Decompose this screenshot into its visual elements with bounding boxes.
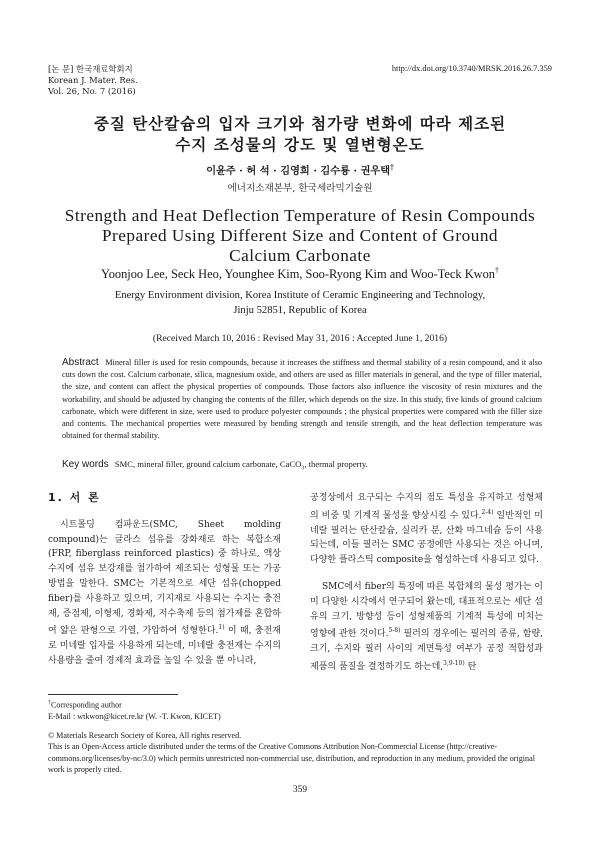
citation-ref[interactable]: 3,9-10): [443, 659, 465, 667]
page-number: 359: [292, 785, 308, 795]
doi-link[interactable]: http://dx.doi.org/10.3740/MRSK.2016.26.7.359: [391, 64, 552, 73]
keywords-label: Key words: [62, 459, 109, 470]
author-email[interactable]: E-Mail : wtkwon@kicet.re.kr (W. -T. Kwon, KICET): [48, 711, 221, 721]
abstract-text: Mineral filler is used for resin compounds, because it increases the stiffness and thermal stability of a resin compound, and it also cuts down the cost. Calcium carbonate, silica, magnesium oxide, and others are used as filler materials in general, and the type of filler material, the size, and content can affect the physical properties of compounds. Those factors also influence the viscosity of resin mixtures and the workability, and should be adjusted by changing the contents of the filler, which depends on the size. In this study, five kinds of ground calcium carbonate, which were different in size, were used to produce polyester compounds ; the physical properties were compared with the filler size and contents. The mechanical properties were measured by bending strength and tensile strength, and the heat deflection temperature was obtained for thermal stability.: [62, 358, 543, 441]
english-title: [0, 206, 600, 266]
abstract-label: Abstract: [62, 357, 99, 368]
paragraph-text: 공정상에서 요구되는 수지의 점도 특성을 유지하고 성형체의 비중 및 기계적 물성을 향상시킬 수 있다.: [310, 493, 543, 521]
section-heading: 1. 서 론: [48, 491, 101, 504]
english-affiliation: [0, 289, 600, 318]
keywords-text-end: , thermal property.: [304, 459, 368, 469]
korean-title-line-2: 수지 조성물의 강도 및 열변형온도: [175, 135, 425, 154]
paragraph-text: 이 때, 충전재로 미네랄 입자를 사용하게 되는데, 미네랄 충전재는 수지의 사용량을 줄여 경제적 효과를 높일 수 있을 뿐 아니라,: [48, 626, 281, 666]
corresponding-mark: †: [390, 162, 394, 172]
english-title-line-2: Prepared Using Different Size and Content of Ground: [101, 226, 499, 245]
english-author-names: Yoonjoo Lee, Seck Heo, Younghee Kim, Soo-Ryong Kim and Woo-Teck Kwon: [101, 267, 495, 282]
korean-title: [0, 113, 600, 155]
english-title-line-3: Calcium Carbonate: [229, 246, 371, 265]
paragraph-text: 시트몰딩 컴파운드(SMC, Sheet molding compound)는 글라스 섬유를 강화재로 하는 복합소재(FRP, fiberglass reinforced plastics) 중 하나로, 액상 수지에 섬유 보강재를 첨가하여 제조되는 성형물 또는 가공방법을 말한다. SMC는 기본적으로 세단 섬유(chopped fiber)를 사용하고 있으며, 기지재로 사용되는 수지는 충전재, 증점제, 이형제, 경화제, 저수축제 등의 첨가제를 혼합하여 얇은 판형으로 가열, 가압하여 성형한다.: [48, 519, 281, 637]
journal-volume: Vol. 26, No. 7 (2016): [48, 85, 136, 96]
body-column-right: [310, 491, 543, 675]
english-authors: [0, 266, 600, 282]
paragraph-text: 탄: [464, 661, 477, 672]
footnote: [48, 698, 553, 775]
corresponding-label: Corresponding author: [51, 700, 122, 710]
korean-title-line-1: 중질 탄산칼슘의 입자 크기와 첨가량 변화에 따라 제조된: [93, 114, 507, 133]
body-paragraph: [310, 491, 543, 568]
korean-authors: [0, 162, 600, 177]
journal-header: [48, 64, 138, 96]
korean-author-names: 이윤주 · 허 석 · 김영희 · 김수룡 · 권우택: [206, 165, 391, 177]
korean-affiliation: 에너지소재본부, 한국세라믹기술원: [227, 183, 373, 194]
citation-ref[interactable]: 5-8): [388, 627, 401, 635]
corresponding-author: [48, 698, 553, 711]
received-dates: (Received March 10, 2016 : Revised May 31, 2016 : Accepted June 1, 2016): [152, 333, 448, 344]
keywords: [62, 459, 542, 472]
english-title-line-1: Strength and Heat Deflection Temperature of Resin Compounds: [64, 206, 536, 225]
corresponding-mark: †: [495, 266, 499, 275]
journal-category: [논 문] 한국재료학회지: [48, 64, 133, 74]
corresponding-mark: †: [48, 700, 51, 706]
body-column-left: [48, 491, 281, 669]
keywords-subscript: 3: [301, 465, 305, 472]
footnote-divider: [48, 694, 178, 695]
journal-name: Korean J. Mater. Res.: [48, 74, 138, 85]
copyright-notice: © Materials Research Society of Korea, All rights reserved.: [48, 731, 242, 741]
citation-ref[interactable]: 1): [218, 624, 225, 632]
abstract: [62, 357, 542, 442]
paragraph-text: 일반적인 미네랄 필러는 탄산칼슘, 실리카 분, 산화 마그네슘 등이 사용되는데, 이들 필러는 SMC 공정에만 사용되는 것은 아니며, 다양한 플라스틱 composite을 형성하는데 사용되고 있다.: [310, 510, 543, 566]
paragraph-text: 필러의 경우에는 필러의 종류, 함량, 크기, 수지와 필러 사이의 계면특성 여부가 공정 적합성과 제품의 품질을 결정하기도 하는데,: [310, 629, 543, 672]
keywords-text: SMC, mineral filler, ground calcium carbonate, CaCO: [114, 459, 302, 469]
body-paragraph: [48, 518, 281, 669]
citation-ref[interactable]: 2-4): [481, 508, 494, 516]
english-affiliation-line-1: Energy Environment division, Korea Institute of Ceramic Engineering and Technology,: [114, 290, 486, 301]
footnote-gap: [48, 722, 553, 730]
body-paragraph: [310, 580, 543, 675]
paragraph-text: SMC에서 fiber의 특징에 따른 복합체의 물성 평가는 이미 다양한 시각에서 연구되어 왔는데, 대표적으로는 세단 섬유의 크기, 방향성 등이 성형제품의 기계적 특성에 미치는 영향에 관한 것이다.: [310, 581, 543, 640]
english-affiliation-line-2: Jinju 52851, Republic of Korea: [233, 304, 367, 316]
license-notice: This is an Open-Access article distributed under the terms of the Creative Commons Attribution Non-Commercial License (http://creative-commons.org/licenses/by-nc/3.0) which permits unrestricted non-commercial use, distribution, and reproduction in any medium, provided the original work is properly cited.: [48, 742, 535, 774]
